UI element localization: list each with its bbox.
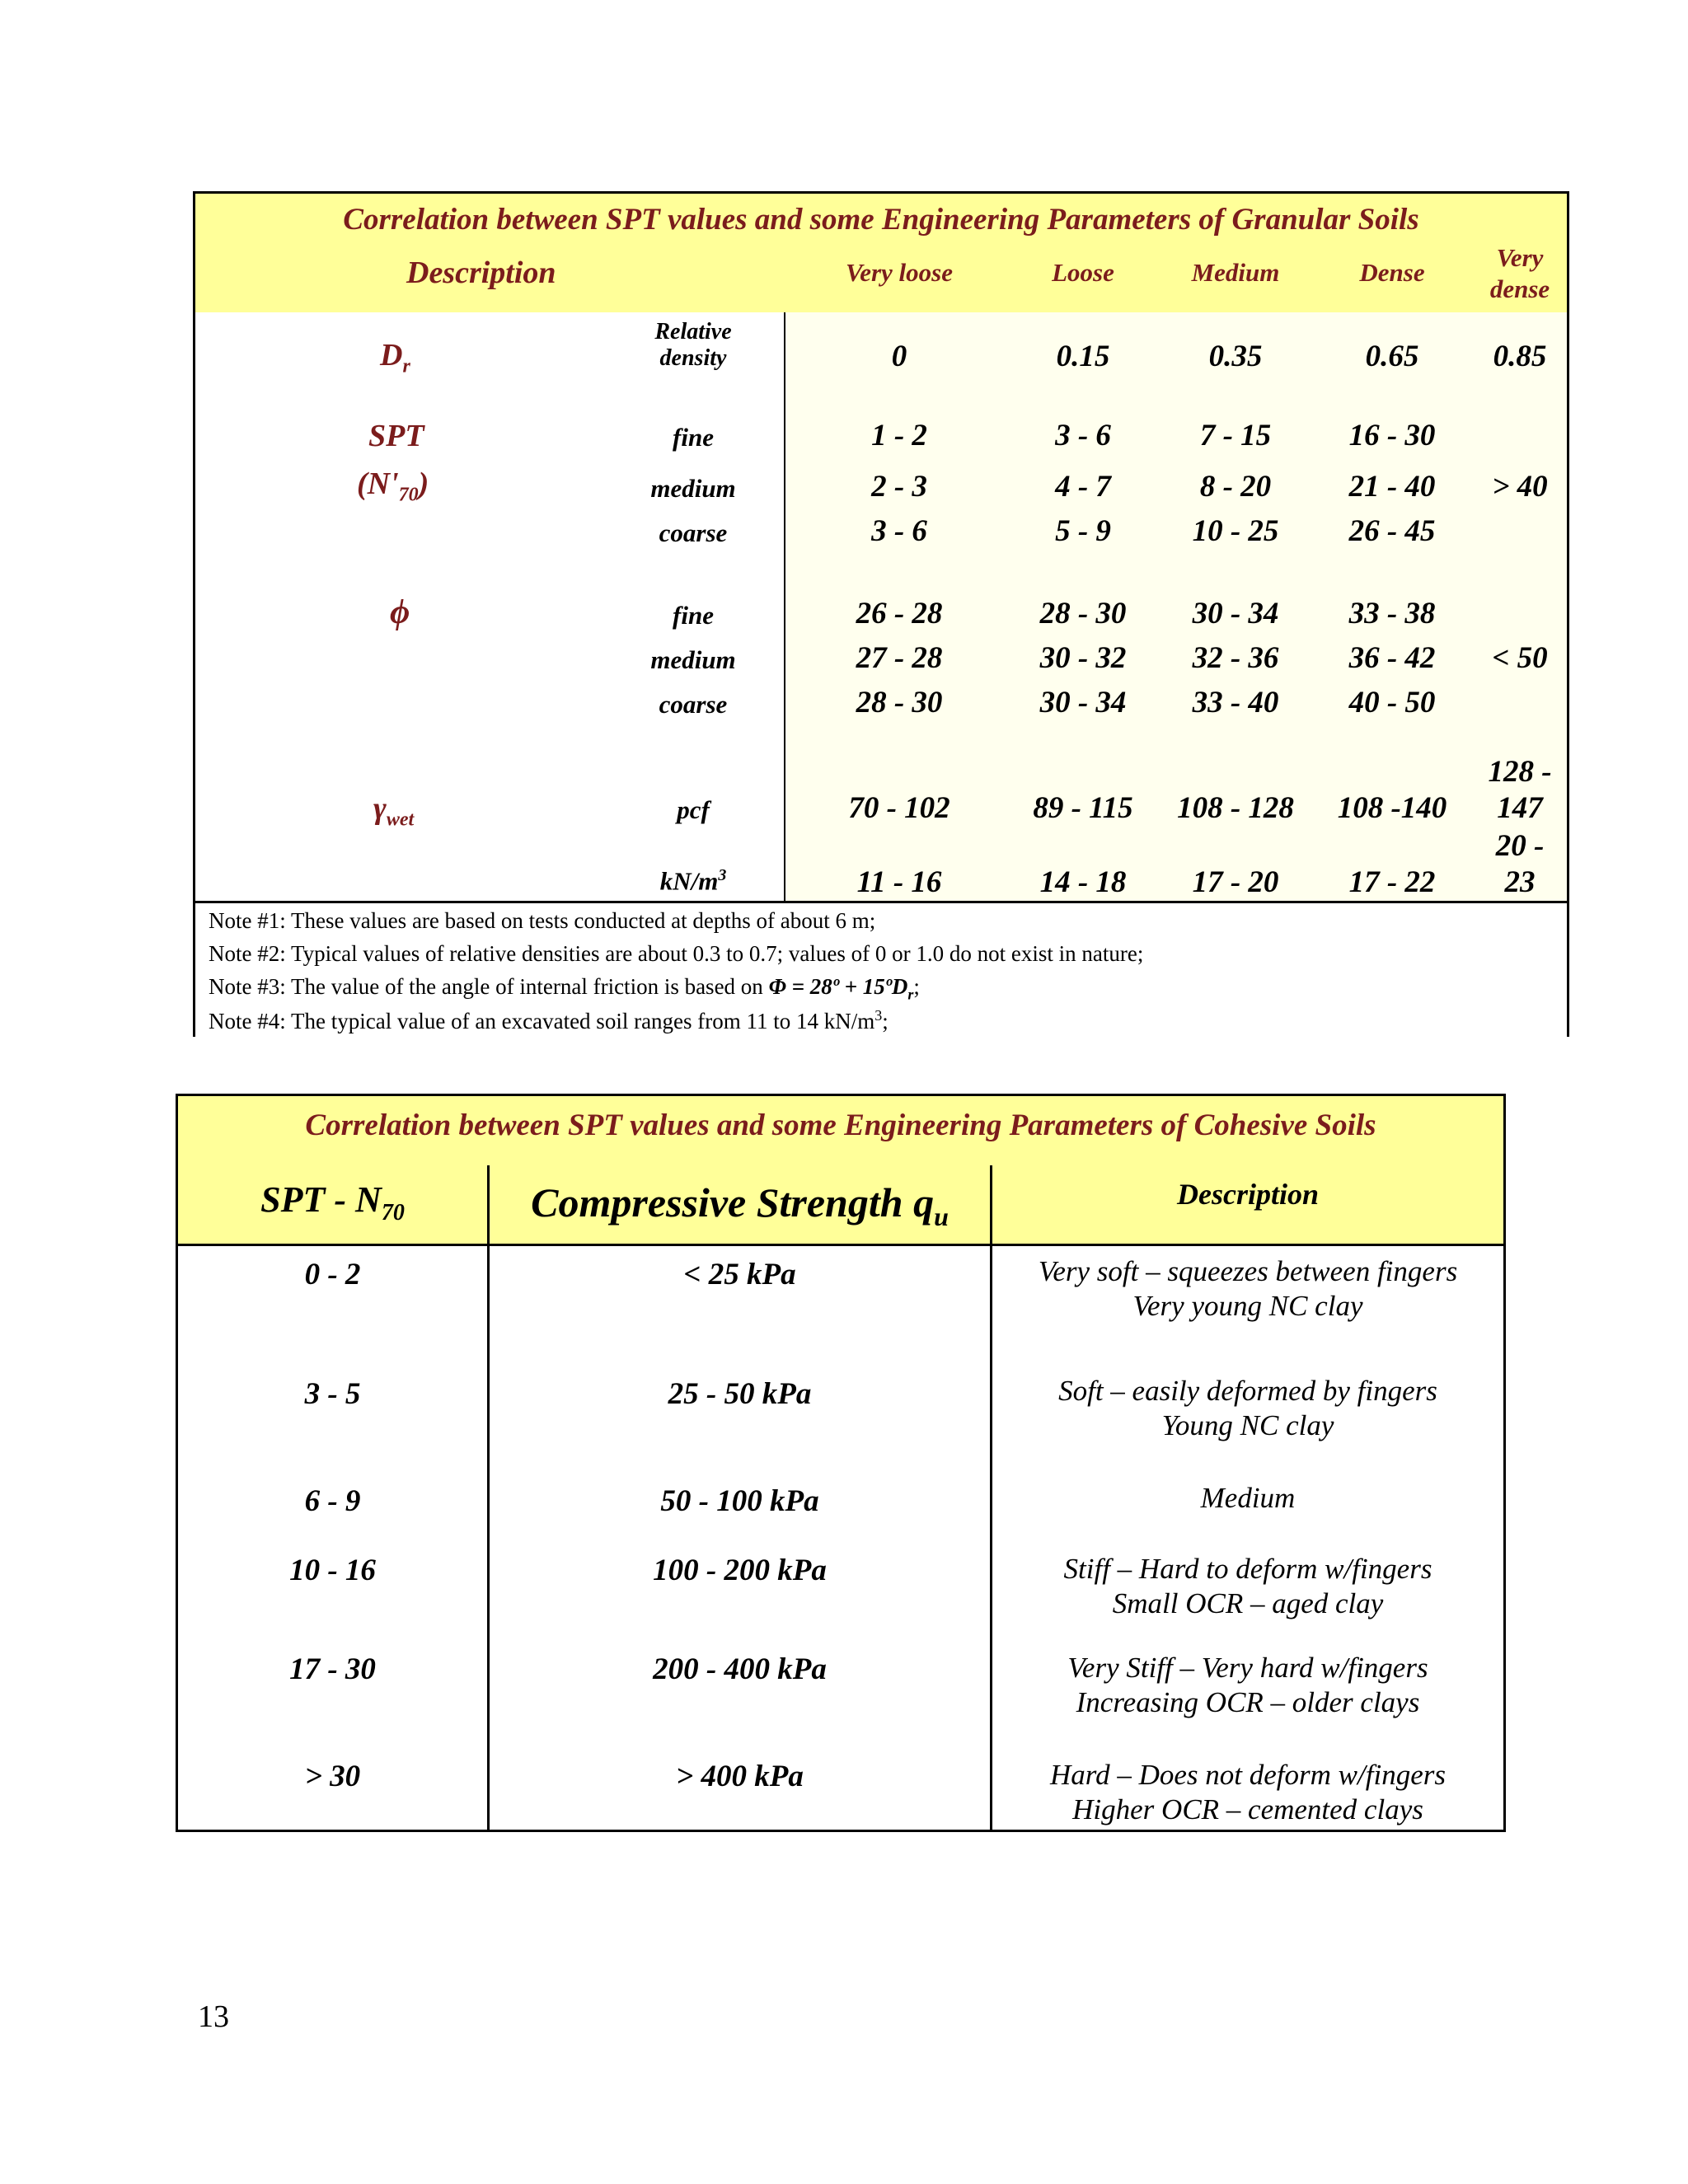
gamma-pcf-dense: 108 -140 — [1337, 791, 1447, 825]
note-2: Note #2: Typical values of relative densities are about 0.3 to 0.7; values of 0 or 1.0 do not exist in nature; — [209, 941, 1144, 966]
dr-medium: 0.35 — [1208, 340, 1263, 373]
phi-medium-loose: 30 - 32 — [1039, 641, 1127, 675]
header-spt-n70: SPT - $N_{70}$ — [260, 1179, 405, 1226]
spt-medium-medium: 8 - 20 — [1199, 470, 1272, 504]
row-4-desc: Very Stiff – Very hard w/fingers Increasing OCR – older clays — [1067, 1652, 1428, 1718]
row-3-qu: 100 - 200 kPa — [653, 1554, 827, 1587]
cohesive-soils-table — [176, 1094, 1506, 1832]
spt-n70-label: $(N'_{70})$ — [357, 466, 429, 506]
gamma-kn-dense: 17 - 22 — [1348, 865, 1436, 899]
phi-medium-medium: 32 - 36 — [1192, 641, 1279, 675]
phi-coarse-dense: 40 - 50 — [1348, 686, 1436, 719]
phi-medium-very-loose: 27 - 28 — [856, 641, 943, 675]
cohesive-table-title-row — [178, 1096, 1503, 1168]
gamma-pcf-loose: 89 - 115 — [1033, 791, 1133, 825]
spt-fine-dense: 16 - 30 — [1348, 419, 1436, 452]
row-1-desc: Soft – easily deformed by fingers Young NC clay — [1058, 1375, 1437, 1441]
phi-coarse-loose: 30 - 34 — [1039, 686, 1127, 719]
dr-sub1: Relative — [654, 319, 732, 344]
dr-very-loose: 0 — [891, 340, 907, 373]
note-3: Note #3: The value of the angle of internal friction is based on Φ = 28º + 15ºD$_r$; — [209, 974, 920, 1003]
spt-very-dense: > 40 — [1492, 470, 1548, 504]
col-medium: Medium — [1191, 258, 1280, 287]
gamma-kn-very-dense-1: 20 - — [1495, 829, 1545, 863]
gamma-pcf-very-loose: 70 - 102 — [848, 791, 950, 825]
phi-medium-dense: 36 - 42 — [1348, 641, 1436, 675]
phi-coarse-medium: 33 - 40 — [1192, 686, 1279, 719]
granular-soils-table — [193, 191, 1569, 1037]
row-0-desc: Very soft – squeezes between fingers Very young NC clay — [1038, 1255, 1458, 1322]
gamma-kn-very-loose: 11 - 16 — [856, 865, 942, 899]
description-header: Description — [406, 255, 556, 290]
row-2-qu: 50 - 100 kPa — [660, 1484, 819, 1518]
col-loose: Loose — [1052, 258, 1114, 287]
gamma-kn-very-dense-2: 23 — [1504, 865, 1536, 899]
gamma-wet-label: $\gamma_{wet}$ — [373, 791, 415, 831]
spt-label: SPT — [368, 419, 424, 453]
phi-fine: fine — [673, 601, 714, 630]
row-0-qu: < 25 kPa — [683, 1258, 796, 1291]
dr-dense: 0.65 — [1365, 340, 1419, 373]
spt-medium: medium — [650, 474, 736, 503]
row-3-spt: 10 - 16 — [289, 1554, 376, 1587]
dr-very-dense: 0.85 — [1493, 340, 1547, 373]
phi-fine-loose: 28 - 30 — [1039, 597, 1127, 630]
spt-medium-very-loose: 2 - 3 — [871, 470, 927, 504]
gamma-pcf-very-dense-1: 128 - — [1488, 755, 1552, 789]
cohesive-table-title: Correlation between SPT values and some Engineering Parameters of Cohesive Soils — [305, 1108, 1376, 1142]
row-2-desc: Medium — [1200, 1482, 1296, 1514]
phi-fine-very-loose: 26 - 28 — [856, 597, 943, 630]
spt-medium-loose: 4 - 7 — [1055, 470, 1111, 504]
page-number: 13 — [198, 1999, 229, 2034]
granular-table-body — [195, 312, 1567, 901]
granular-table-title: Correlation between SPT values and some Engineering Parameters of Granular Soils — [343, 203, 1419, 237]
col-very-dense-line2: dense — [1489, 274, 1550, 303]
gamma-kn-loose: 14 - 18 — [1039, 865, 1127, 899]
phi-fine-dense: 33 - 38 — [1348, 597, 1436, 630]
cohesive-column-headers — [178, 1165, 1503, 1246]
dr-sub2: density — [659, 345, 727, 371]
spt-fine-very-loose: 1 - 2 — [871, 419, 927, 452]
granular-notes — [195, 901, 1567, 1037]
gamma-pcf-medium: 108 - 128 — [1177, 791, 1294, 825]
phi-medium: medium — [650, 645, 736, 674]
row-3-desc: Stiff – Hard to deform w/fingers Small OCR – aged clay — [1063, 1553, 1432, 1619]
spt-coarse-medium: 10 - 25 — [1192, 514, 1279, 548]
row-4-qu: 200 - 400 kPa — [653, 1652, 827, 1686]
spt-coarse-loose: 5 - 9 — [1055, 514, 1111, 548]
spt-medium-dense: 21 - 40 — [1348, 470, 1436, 504]
row-4-spt: 17 - 30 — [289, 1652, 376, 1686]
dr-label: $D_r$ — [380, 338, 410, 377]
row-2-spt: 6 - 9 — [304, 1484, 361, 1518]
note-1: Note #1: These values are based on tests conducted at depths of about 6 m; — [209, 908, 876, 933]
spt-coarse: coarse — [659, 518, 728, 547]
note-4: Note #4: The typical value of an excavated soil ranges from 11 to 14 $kN/m^3$; — [209, 1007, 889, 1033]
gamma-pcf: pcf — [677, 795, 710, 824]
granular-table-header — [195, 194, 1567, 315]
col-dense: Dense — [1359, 258, 1425, 287]
phi-very-dense: < 50 — [1492, 641, 1548, 675]
dr-loose: 0.15 — [1056, 340, 1110, 373]
spt-coarse-very-loose: 3 - 6 — [871, 514, 927, 548]
gamma-pcf-very-dense-2: 147 — [1497, 791, 1543, 825]
row-1-qu: 25 - 50 kPa — [668, 1377, 812, 1411]
gamma-kn-medium: 17 - 20 — [1192, 865, 1279, 899]
spt-fine-loose: 3 - 6 — [1055, 419, 1111, 452]
phi-coarse: coarse — [659, 690, 728, 719]
header-description: Description — [1176, 1178, 1319, 1211]
spt-fine: fine — [673, 423, 714, 452]
row-0-spt: 0 - 2 — [304, 1258, 361, 1291]
row-5-spt: > 30 — [304, 1760, 361, 1793]
phi-coarse-very-loose: 28 - 30 — [856, 686, 943, 719]
col-very-dense-line1: Very — [1496, 243, 1544, 272]
spt-fine-medium: 7 - 15 — [1199, 419, 1272, 452]
phi-label: ϕ — [390, 593, 410, 631]
gamma-kn: $kN/m^3$ — [659, 866, 727, 896]
row-5-qu: > 400 kPa — [676, 1760, 804, 1793]
row-5-desc: Hard – Does not deform w/fingers Higher OCR – cemented clays — [1050, 1759, 1446, 1825]
phi-fine-medium: 30 - 34 — [1192, 597, 1279, 630]
row-1-spt: 3 - 5 — [304, 1377, 361, 1411]
header-compressive-strength: Compressive Strength $q_u$ — [531, 1179, 949, 1231]
spt-coarse-dense: 26 - 45 — [1348, 514, 1436, 548]
col-very-loose: Very loose — [845, 258, 953, 287]
